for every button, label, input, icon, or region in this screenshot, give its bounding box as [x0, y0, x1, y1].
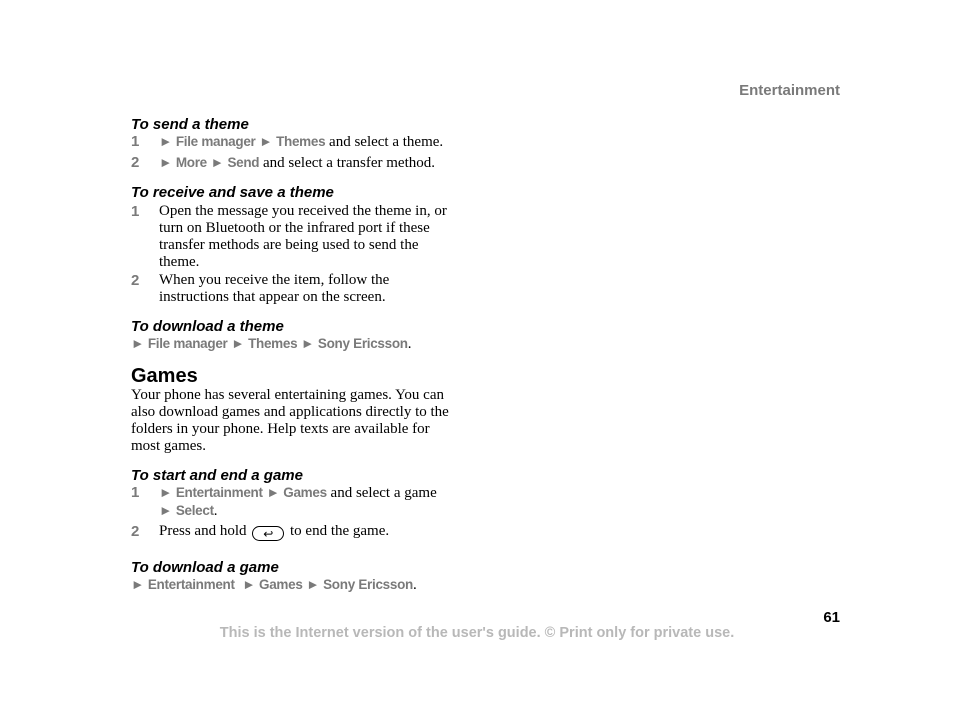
menu-arrow: ►: [306, 577, 320, 592]
content-column: [131, 116, 461, 594]
step-text: and select a game: [326, 485, 437, 501]
step-number: 1: [131, 484, 140, 501]
download-theme-path: [131, 335, 461, 353]
menu-item-select: Select: [175, 503, 214, 518]
menu-arrow: ►: [242, 577, 256, 592]
heading-download-game: To download a game: [131, 559, 279, 576]
menu-item-games: Games: [259, 577, 303, 592]
menu-arrow: ►: [301, 336, 315, 351]
step-number: 2: [131, 154, 140, 171]
menu-item-file-manager: File manager: [147, 336, 228, 351]
menu-item-send: Send: [227, 155, 260, 170]
step-number: 2: [131, 272, 140, 289]
menu-arrow: ►: [259, 134, 273, 149]
menu-item-entertainment: Entertainment: [147, 577, 235, 592]
step-number: 1: [131, 133, 140, 150]
menu-arrow: ►: [231, 336, 245, 351]
games-intro: Your phone has several entertaining games. You can also download games and applications directly to the folders in your phone. Help texts are available for most games.: [131, 387, 449, 454]
page-number: 61: [823, 609, 840, 626]
step-text: and select a transfer method.: [259, 155, 436, 171]
menu-item-more: More: [175, 155, 207, 170]
menu-arrow: ►: [131, 577, 145, 592]
step-number: 2: [131, 523, 140, 540]
receive-step-1: [131, 203, 461, 271]
step-text: to end the game.: [286, 523, 390, 539]
menu-item-games: Games: [283, 485, 327, 500]
menu-item-entertainment: Entertainment: [175, 485, 263, 500]
step-text: and select a theme.: [325, 134, 444, 150]
menu-item-themes: Themes: [276, 134, 326, 149]
step-number: 1: [131, 203, 140, 220]
download-game-path: [131, 576, 461, 594]
menu-item-file-manager: File manager: [175, 134, 256, 149]
menu-item-sony-ericsson: Sony Ericsson: [317, 336, 408, 351]
back-key-icon: ↩: [252, 526, 284, 541]
period: .: [213, 503, 218, 519]
menu-arrow: ►: [159, 134, 173, 149]
footer-notice: This is the Internet version of the user's guide. © Print only for private use.: [219, 625, 735, 641]
start-game-step-1: [131, 484, 461, 520]
period: .: [412, 577, 417, 593]
menu-arrow: ►: [159, 503, 173, 518]
heading-send-theme: To send a theme: [131, 116, 249, 133]
section-header: Entertainment: [739, 82, 840, 99]
receive-step-2: [131, 272, 461, 306]
send-step-1: [131, 133, 461, 151]
heading-download-theme: To download a theme: [131, 318, 284, 335]
menu-arrow: ►: [266, 485, 280, 500]
menu-item-sony-ericsson: Sony Ericsson: [323, 577, 413, 592]
menu-arrow: ►: [159, 155, 173, 170]
menu-arrow: ►: [159, 485, 173, 500]
heading-receive-theme: To receive and save a theme: [131, 184, 334, 201]
heading-start-game: To start and end a game: [131, 467, 303, 484]
step-text: Press and hold: [159, 523, 251, 539]
heading-games: Games: [131, 365, 198, 387]
step-text: Open the message you received the theme in, or turn on Bluetooth or the infrared port if these transfer methods are being used to send the theme.: [159, 203, 447, 270]
period: .: [407, 336, 412, 352]
menu-item-themes: Themes: [248, 336, 298, 351]
step-text: When you receive the item, follow the instructions that appear on the screen.: [159, 272, 390, 305]
send-step-2: [131, 154, 461, 172]
start-game-step-2: [131, 523, 461, 541]
menu-arrow: ►: [210, 155, 224, 170]
menu-arrow: ►: [131, 336, 145, 351]
